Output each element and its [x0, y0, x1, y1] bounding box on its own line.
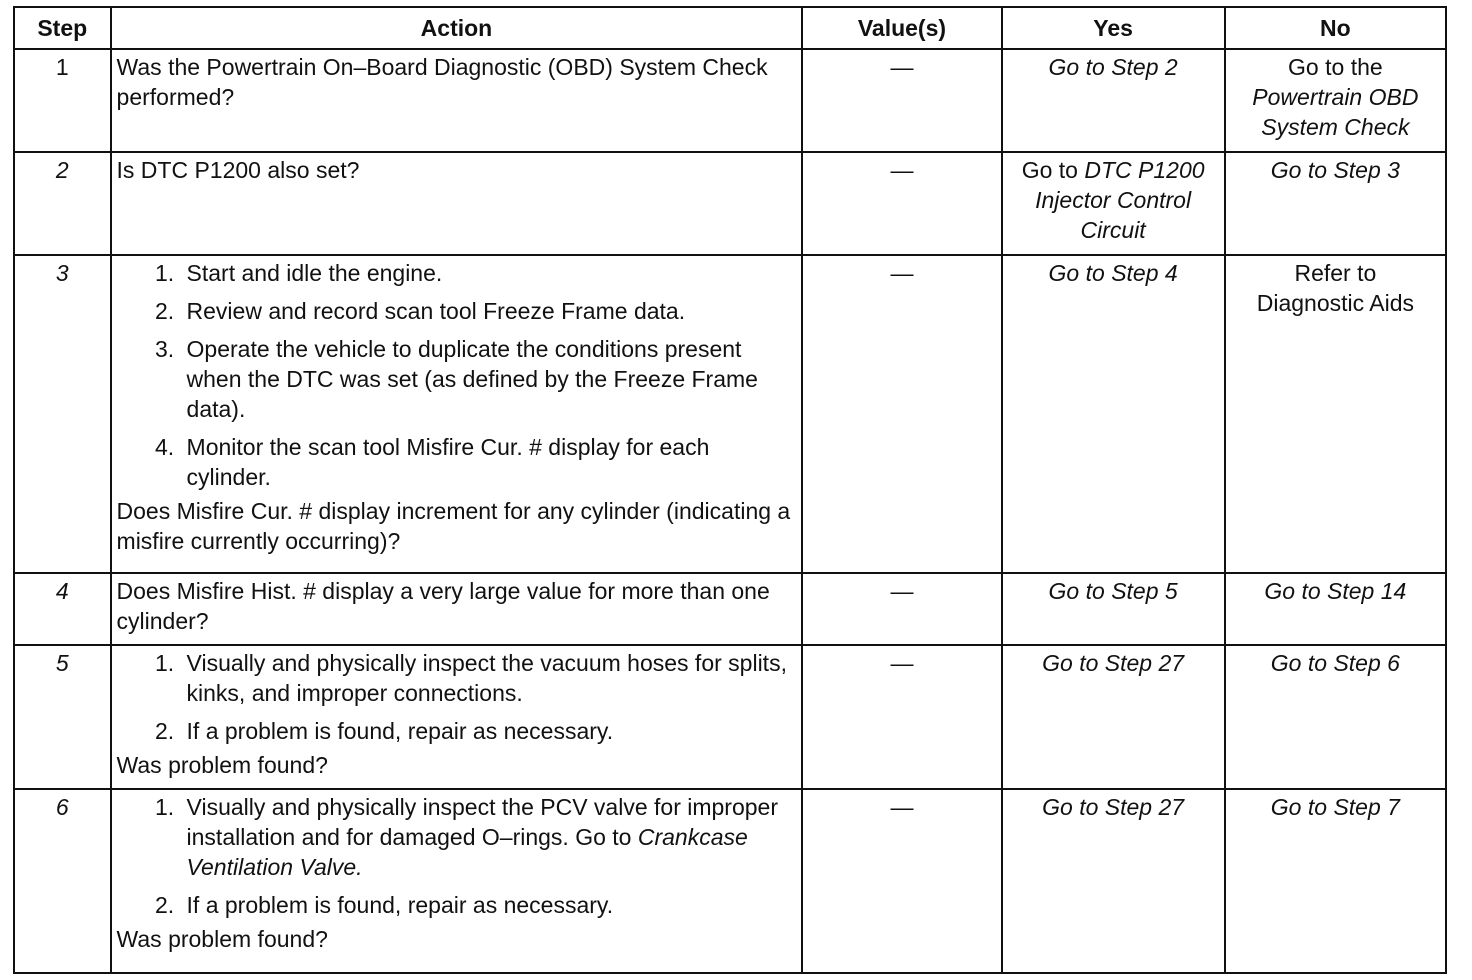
- action-step: 2. If a problem is found, repair as necessary.: [181, 890, 797, 920]
- action-cell: [111, 573, 803, 645]
- action-cell: [111, 255, 803, 573]
- yes-cell: Go to Step 5: [1002, 573, 1225, 645]
- table-row: [14, 645, 1446, 789]
- table-row: [14, 573, 1446, 645]
- header-row: [14, 7, 1446, 49]
- value-cell: —: [802, 152, 1001, 255]
- action-step: 2. If a problem is found, repair as necessary.: [181, 716, 797, 746]
- yes-cell: [1002, 152, 1225, 255]
- value-cell: —: [802, 789, 1001, 973]
- action-question: Was problem found?: [116, 926, 328, 952]
- action-steps-list: [117, 258, 797, 492]
- action-cell: [111, 645, 803, 789]
- action-step-text: Visually and physically inspect the PCV valve for improper installation and for damaged O–rings. Go to: [186, 794, 778, 850]
- value-cell: —: [802, 49, 1001, 152]
- no-reference: Powertrain OBD System Check: [1252, 84, 1419, 140]
- action-step: 2. Review and record scan tool Freeze Frame data.: [181, 296, 797, 326]
- no-cell: Go to Step 14: [1225, 573, 1446, 645]
- yes-cell: Go to Step 27: [1002, 789, 1225, 973]
- yes-cell: Go to Step 4: [1002, 255, 1225, 573]
- action-question: Was problem found?: [116, 752, 328, 778]
- header-action: Action: [111, 7, 803, 49]
- header-step: Step: [14, 7, 111, 49]
- no-cell: [1225, 49, 1446, 152]
- no-cell: Go to Step 7: [1225, 789, 1446, 973]
- step-number: 5: [14, 645, 111, 789]
- value-cell: —: [802, 573, 1001, 645]
- table-row: [14, 152, 1446, 255]
- no-prefix: Go to the: [1288, 54, 1383, 80]
- action-step: 1. Start and idle the engine.: [181, 258, 797, 288]
- action-step: 3. Operate the vehicle to duplicate the conditions present when the DTC was set (as defined by the Freeze Frame data).: [181, 334, 797, 424]
- action-cell: [111, 152, 803, 255]
- step-number: 6: [14, 789, 111, 973]
- yes-cell: Go to Step 2: [1002, 49, 1225, 152]
- yes-cell: Go to Step 27: [1002, 645, 1225, 789]
- action-question: Does Misfire Cur. # display increment for any cylinder (indicating a misfire currently occurring)?: [116, 498, 791, 554]
- step-number: 4: [14, 573, 111, 645]
- table-row: [14, 255, 1446, 573]
- action-step: 1. Visually and physically inspect the vacuum hoses for splits, kinks, and improper connections.: [181, 648, 797, 708]
- header-no: No: [1225, 7, 1446, 49]
- step-number: 1: [14, 49, 111, 152]
- table-row: [14, 49, 1446, 152]
- action-steps-list: [117, 648, 797, 746]
- table-row: [14, 789, 1446, 973]
- value-cell: —: [802, 255, 1001, 573]
- action-question: Does Misfire Hist. # display a very large value for more than one cylinder?: [116, 578, 770, 634]
- value-cell: —: [802, 645, 1001, 789]
- action-step: 4. Monitor the scan tool Misfire Cur. # display for each cylinder.: [181, 432, 797, 492]
- no-cell: Refer to Diagnostic Aids: [1225, 255, 1446, 573]
- step-number: 3: [14, 255, 111, 573]
- action-cell: [111, 49, 803, 152]
- action-question: Is DTC P1200 also set?: [116, 157, 360, 183]
- action-step: [181, 792, 797, 882]
- diagnostic-table: [13, 6, 1447, 974]
- yes-reference: DTC P1200 Injector Control Circuit: [1035, 157, 1205, 243]
- yes-prefix: Go to: [1021, 157, 1078, 183]
- no-cell: Go to Step 6: [1225, 645, 1446, 789]
- action-cell: [111, 789, 803, 973]
- action-steps-list: [117, 792, 797, 920]
- action-step-reference: Crankcase Ventilation Valve.: [186, 824, 748, 880]
- no-cell: Go to Step 3: [1225, 152, 1446, 255]
- header-yes: Yes: [1002, 7, 1225, 49]
- action-question: Was the Powertrain On–Board Diagnostic (OBD) System Check performed?: [116, 54, 768, 110]
- header-values: Value(s): [802, 7, 1001, 49]
- step-number: 2: [14, 152, 111, 255]
